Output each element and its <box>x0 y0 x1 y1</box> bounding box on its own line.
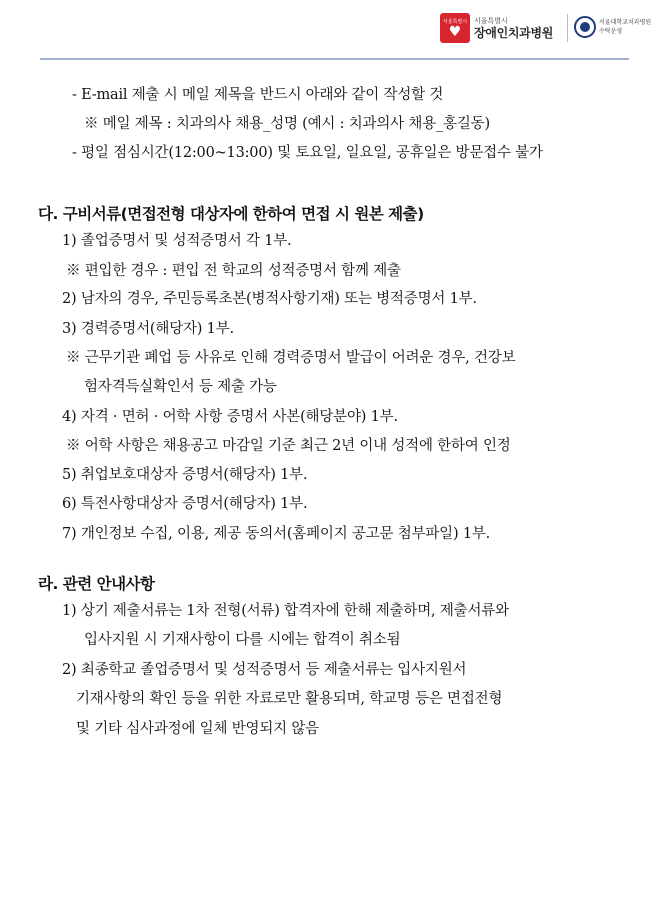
list-item: ※ 어학 사항은 채용공고 마감일 기준 최근 2년 이내 성적에 한하여 인정 <box>66 438 511 454</box>
list-item: 5) 취업보호대상자 증명서(해당자) 1부. <box>62 467 308 483</box>
section-heading-required-documents: 다. 구비서류(면접전형 대상자에 한하여 면접 시 원본 제출) <box>38 205 424 223</box>
logo-subtitle: 서울특별시 <box>474 16 508 25</box>
university-seal-icon <box>574 16 596 38</box>
list-item: 1) 졸업증명서 및 성적증명서 각 1부. <box>62 233 292 249</box>
logo-badge-text: 서울특별시 <box>442 19 468 25</box>
list-item: 3) 경력증명서(해당자) 1부. <box>62 321 234 337</box>
section-heading-related-notices: 라. 관련 안내사항 <box>38 575 155 593</box>
logo2-line2: 수탁운영 <box>599 28 623 35</box>
note-visit-restriction: - 평일 점심시간(12:00~13:00) 및 토요일, 일요일, 공휴일은 방문접수 불가 <box>72 145 543 161</box>
header-rule <box>40 58 629 60</box>
list-item: ※ 편입한 경우 : 편입 전 학교의 성적증명서 함께 제출 <box>66 263 401 279</box>
list-item: 2) 최종학교 졸업증명서 및 성적증명서 등 제출서류는 입사지원서 <box>62 662 467 678</box>
list-item: 입사지원 시 기재사항이 다를 시에는 합격이 취소됨 <box>84 632 401 648</box>
list-item: 2) 남자의 경우, 주민등록초본(병적사항기재) 또는 병적증명서 1부. <box>62 291 477 307</box>
list-item: 6) 특전사항대상자 증명서(해당자) 1부. <box>62 496 308 512</box>
logo2-line1: 서울대학교치과병원 <box>599 19 652 26</box>
seoul-dental-hospital-logo <box>440 13 553 43</box>
list-item: 7) 개인정보 수집, 이용, 제공 동의서(홈페이지 공고문 첨부파일) 1부. <box>62 526 491 542</box>
list-item: 및 기타 심사과정에 일체 반영되지 않음 <box>76 721 319 737</box>
logo-title: 장애인치과병원 <box>474 25 554 40</box>
logo-divider <box>567 14 568 42</box>
list-item: 4) 자격 · 면허 · 어학 사항 증명서 사본(해당분야) 1부. <box>62 409 398 425</box>
page-header <box>0 0 658 56</box>
note-email-subject-example: ※ 메일 제목 : 치과의사 채용_성명 (예시 : 치과의사 채용_홍길동) <box>84 116 490 132</box>
note-email-instruction: - E-mail 제출 시 메일 제목을 반드시 아래와 같이 작성할 것 <box>72 87 444 103</box>
snu-dental-hospital-logo <box>574 16 651 38</box>
list-item: 1) 상기 제출서류는 1차 전형(서류) 합격자에 한해 제출하며, 제출서류와 <box>62 603 509 619</box>
list-item: 험자격득실확인서 등 제출 가능 <box>84 379 277 395</box>
heart-logo-icon: 서울특별시 ♥ <box>440 13 470 43</box>
list-item: 기재사항의 확인 등을 위한 자료로만 활용되며, 학교명 등은 면접전형 <box>76 691 503 707</box>
list-item: ※ 근무기관 폐업 등 사유로 인해 경력증명서 발급이 어려운 경우, 건강보 <box>66 350 516 366</box>
